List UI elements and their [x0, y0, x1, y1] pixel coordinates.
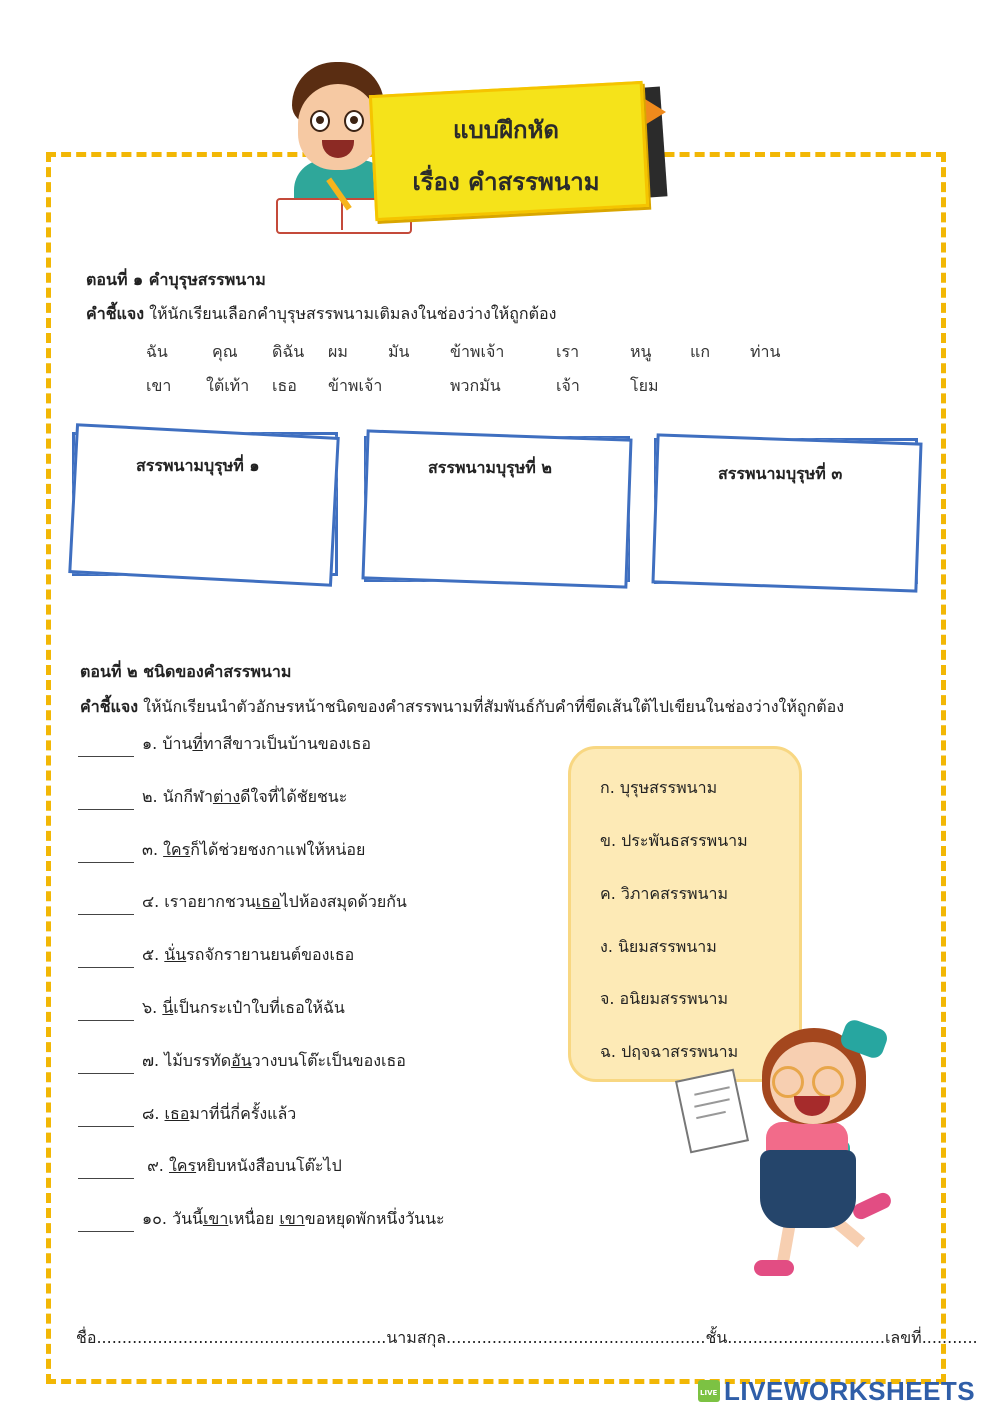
- part1-instruction: [86, 302, 556, 327]
- word-item: ดิฉัน: [272, 342, 305, 361]
- part2-instruction: [80, 695, 844, 720]
- question-4: ๔. เราอยากชวนเธอไปห้องสมุดด้วยกัน: [78, 890, 407, 915]
- word-item: เจ้า: [556, 376, 580, 395]
- answer-blank[interactable]: [78, 848, 134, 863]
- logo-mark-text: LIVE: [700, 1389, 718, 1397]
- answer-card-2[interactable]: [361, 429, 632, 588]
- word-item: พวกมัน: [450, 376, 501, 395]
- instruction-label: คำชี้แจง: [80, 697, 139, 716]
- question-2: ๒. นักกีฬาต่างดีใจที่ได้ชัยชนะ: [78, 785, 347, 810]
- word-item: ท่าน: [750, 342, 781, 361]
- word-item: ผม: [328, 342, 348, 361]
- word-item: โยม: [630, 376, 659, 395]
- word-item: ข้าพเจ้า: [450, 342, 505, 361]
- question-10: ๑๐. วันนี้เขาเหนื่อย เขาขอหยุดพักหนึ่งวันนะ: [78, 1207, 445, 1232]
- question-6: ๖. นี่เป็นกระเป๋าใบที่เธอให้ฉัน: [78, 996, 345, 1021]
- word-item: หนู: [630, 342, 652, 361]
- question-1: ๑. บ้านที่ทาสีขาวเป็นบ้านของเธอ: [78, 732, 371, 757]
- word-item: ฉัน: [146, 342, 168, 361]
- page-title: แบบฝึกหัด: [453, 116, 559, 144]
- answer-blank[interactable]: [78, 742, 134, 757]
- answer-blank[interactable]: [78, 900, 134, 915]
- instruction-label: คำชี้แจง: [86, 304, 145, 323]
- page-subtitle: เรื่อง คำสรรพนาม: [412, 168, 600, 196]
- answer-card-3[interactable]: [651, 433, 922, 592]
- liveworksheets-logo[interactable]: LIVEWORKSHEETS: [724, 1376, 976, 1406]
- part2-heading: ตอนที่ ๒ ชนิดของคำสรรพนาม: [80, 662, 292, 681]
- card-title-3: สรรพนามบุรุษที่ ๓: [718, 464, 843, 483]
- question-5: ๕. นั่นรถจักรายานยนต์ของเธอ: [78, 943, 354, 968]
- answer-card-1[interactable]: [68, 423, 339, 587]
- question-9: ๙. ใครหยิบหนังสือบนโต๊ะไป: [78, 1154, 342, 1179]
- part1-heading: ตอนที่ ๑ คำบุรุษสรรพนาม: [86, 270, 266, 289]
- option-item: ง. นิยมสรรพนาม: [600, 937, 717, 956]
- question-7: ๗. ไม้บรรทัดอันวางบนโต๊ะเป็นของเธอ: [78, 1049, 406, 1074]
- answer-blank[interactable]: [78, 1164, 134, 1179]
- instruction-text: ให้นักเรียนนำตัวอักษรหน้าชนิดของคำสรรพนามที่สัมพันธ์กับคำที่ขีดเส้นใต้ไปเขียนในช่องว่างให้ถูกต้อง: [143, 697, 845, 716]
- word-item: คุณ: [212, 342, 238, 361]
- word-item: ข้าพเจ้า: [328, 376, 383, 395]
- option-item: ฉ. ปฤจฉาสรรพนาม: [600, 1042, 739, 1061]
- word-item: มัน: [388, 342, 410, 361]
- instruction-text: ให้นักเรียนเลือกคำบุรุษสรรพนามเติมลงในช่องว่างให้ถูกต้อง: [149, 304, 557, 323]
- question-3: ๓. ใครก็ได้ช่วยชงกาแฟให้หน่อย: [78, 838, 365, 863]
- answer-blank[interactable]: [78, 1059, 134, 1074]
- student-info-line: ชื่อ.........................................................นามสกุล...................................................ชั้น...............................เลขที่...........: [76, 1328, 978, 1347]
- word-item: แก: [690, 342, 710, 361]
- word-item: ใต้เท้า: [206, 376, 250, 395]
- word-item: เรา: [556, 342, 580, 361]
- card-title-1: สรรพนามบุรุษที่ ๑: [136, 456, 260, 475]
- option-item: ก. บุรุษสรรพนาม: [600, 778, 718, 797]
- answer-blank[interactable]: [78, 1217, 134, 1232]
- option-item: จ. อนิยมสรรพนาม: [600, 989, 728, 1008]
- word-item: เขา: [146, 376, 172, 395]
- word-item: เธอ: [272, 376, 297, 395]
- question-8: ๘. เธอมาที่นี่กี่ครั้งแล้ว: [78, 1102, 296, 1127]
- answer-blank[interactable]: [78, 953, 134, 968]
- answer-blank[interactable]: [78, 795, 134, 810]
- option-item: ค. วิภาคสรรพนาม: [600, 884, 729, 903]
- answer-blank[interactable]: [78, 1006, 134, 1021]
- answer-blank[interactable]: [78, 1112, 134, 1127]
- option-item: ข. ประพันธสรรพนาม: [600, 831, 748, 850]
- liveworksheets-logo-mark: [698, 1380, 720, 1402]
- card-title-2: สรรพนามบุรุษที่ ๒: [428, 458, 552, 477]
